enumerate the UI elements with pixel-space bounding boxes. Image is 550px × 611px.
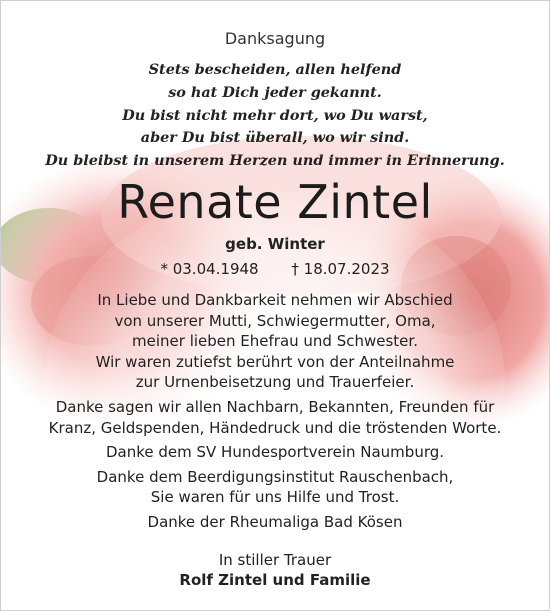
thanks-body [1, 290, 549, 537]
verse-line: aber Du bist überall, wo wir sind. [140, 129, 410, 147]
verse [1, 59, 549, 173]
verse-line: Du bist nicht mehr dort, wo Du warst, [122, 106, 428, 124]
deceased-name: Renate Zintel [117, 175, 433, 229]
paragraph-farewell [1, 290, 549, 393]
birth-date: * 03.04.1948 [160, 260, 259, 278]
text-line: meiner lieben Ehefrau und Schwester. [132, 332, 418, 351]
text-line: von unserer Mutti, Schwiegermutter, Oma, [114, 311, 436, 330]
verse-line: Stets bescheiden, allen helfend [148, 61, 402, 78]
sign-line: In stiller Trauer [218, 551, 332, 569]
paragraph-thanks-club [1, 442, 549, 463]
text-line: zur Urnenbeisetzung und Trauerfeier. [135, 373, 415, 392]
text-line: In Liebe und Dankbarkeit nehmen wir Abschied [97, 291, 453, 309]
family-name: Rolf Zintel und Familie [179, 571, 371, 589]
text-line: Danke der Rheumaliga Bad Kösen [147, 512, 403, 531]
maiden-name: geb. Winter [225, 235, 325, 253]
life-dates [1, 260, 549, 278]
verse-line: so hat Dich jeder gekannt. [168, 83, 382, 101]
text-line: Danke dem SV Hundesportverein Naumburg. [105, 443, 445, 462]
paragraph-thanks-funeral-home [1, 467, 549, 508]
text-line: Wir waren zutiefst berührt von der Anteilnahme [95, 352, 455, 371]
text-line: Sie waren für uns Hilfe und Trost. [150, 488, 400, 507]
text-line: Danke sagen wir allen Nachbarn, Bekannten, Freunden für [55, 397, 495, 416]
verse-line: Du bleibst in unserem Herzen und immer in Erinnerung. [45, 152, 505, 170]
paragraph-thanks-rheumaliga [1, 512, 549, 533]
heading-danksagung: Danksagung [224, 29, 326, 48]
signature [1, 550, 549, 590]
text-line: Kranz, Geldspenden, Händedruck und die tröstenden Worte. [48, 418, 502, 437]
death-date: † 18.07.2023 [291, 260, 390, 278]
text-line: Danke dem Beerdigungsinstitut Rauschenbach, [96, 467, 454, 486]
paragraph-thanks-neighbours [1, 397, 549, 438]
